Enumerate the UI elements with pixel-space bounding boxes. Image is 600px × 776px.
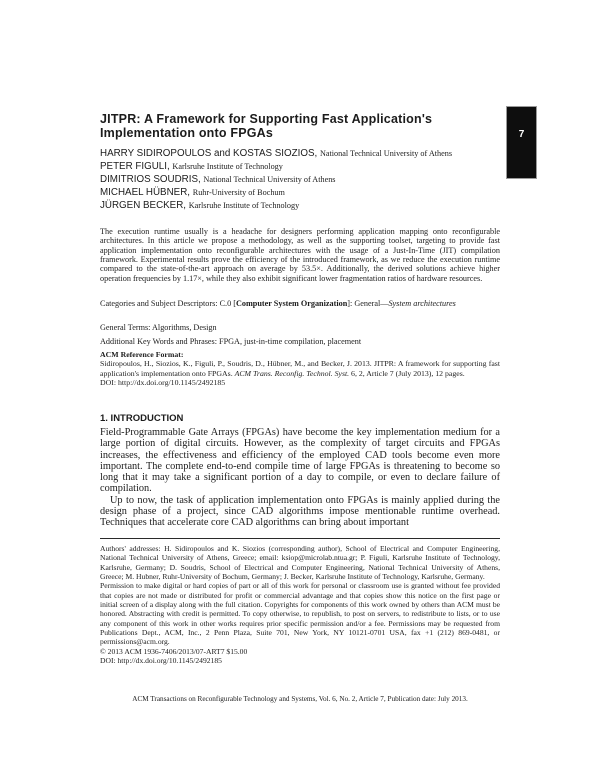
paper-title: JITPR: A Framework for Supporting Fast Application's Implementation onto FPGAs	[100, 112, 433, 141]
author-affiliation: Ruhr-University of Bochum	[192, 188, 285, 197]
acm-reference-after: 6, 2, Article 7 (July 2013), 12 pages.	[349, 368, 465, 378]
author-line	[100, 159, 500, 172]
article-number-tab	[506, 106, 537, 179]
page-footer: ACM Transactions on Reconfigurable Technology and Systems, Vol. 6, No. 2, Article 7, Publication date: July 2013.	[132, 695, 468, 703]
author-affiliation: National Technical University of Athens	[319, 149, 453, 158]
author-line	[100, 172, 500, 185]
categories-italic: System architectures	[388, 299, 456, 308]
acm-reference-journal: ACM Trans. Reconfig. Technol. Syst.	[234, 368, 350, 378]
footnote-copyright: © 2013 ACM 1936-7406/2013/07-ART7 $15.00	[100, 646, 248, 656]
author-name: MICHAEL HÜBNER,	[100, 187, 193, 198]
footnote-permission: Permission to make digital or hard copies of part or all of this work for personal or classroom use is granted without fee provided that copies are not made or distributed for profit or commercial advantage and that copies show this notice on the first page or initial screen of a display along with the full citation. Copyrights for components of this work owned by others than ACM must be honored. Abstracting with credit is permitted. To copy otherwise, to republish, to post on servers, to redistribute to lists, or to use any component of this work in other works requires prior specific permission and/or a fee. Permissions may be requested from Publications Dept., ACM, Inc., 2 Penn Plaza, Suite 701, New York, NY 10121-0701 USA, fax +1 (212) 869-0481, or permissions@acm.org.	[100, 581, 500, 647]
footnote-divider	[100, 538, 500, 539]
introduction-body	[100, 427, 500, 529]
footnote-block	[100, 544, 500, 665]
intro-paragraph-1: Field-Programmable Gate Arrays (FPGAs) have become the key implementation medium for a large portion of digital circuits. However, as the complexity of target circuits and FPGAs increases, the effectiveness and efficiency of the employed CAD tools become even more important. The complete end-to-end compile time of large FPGAs is threatening to become so long that it may take a significant portion of a day to compile, or even to declare failure of compilation.	[100, 427, 500, 495]
author-line	[100, 185, 500, 198]
author-affiliation: National Technical University of Athens	[203, 175, 336, 184]
author-affiliation: Karlsruhe Institute of Technology	[188, 201, 300, 210]
author-name: DIMITRIOS SOUDRIS,	[100, 174, 204, 185]
acm-reference-block	[100, 350, 500, 387]
section-heading-introduction: 1. INTRODUCTION	[100, 413, 184, 424]
categories-line	[100, 299, 500, 308]
footnote-doi: DOI: http://dx.doi.org/10.1145/2492185	[100, 656, 222, 666]
author-name: JÜRGEN BECKER,	[100, 200, 189, 211]
categories-prefix: Categories and Subject Descriptors: C.0 [	[100, 299, 236, 308]
acm-reference-doi: DOI: http://dx.doi.org/10.1145/2492185	[100, 378, 226, 388]
keywords-line: Additional Key Words and Phrases: FPGA, just-in-time compilation, placement	[100, 337, 362, 346]
general-terms-line: General Terms: Algorithms, Design	[100, 323, 217, 332]
author-block	[100, 146, 500, 211]
abstract-text: The execution runtime usually is a headache for designers performing application mapping onto reconfigurable architectures. In this article we propose a methodology, as well as the supporting toolset, targeting to provide fast application implementation onto reconfigurable architectures with the usage of a Just-In-Time (JIT) compilation framework. Experimental results prove the efficiency of the introduced framework, as we reduce the execution runtime compared to the state-of-the-art approach on average by 53.5×. Additionally, the derived solutions achieve higher operation frequencies by 1.17×, while they also exhibit significant lower fragmentation ratios of hardware resources.	[100, 227, 500, 283]
acm-reference-label: ACM Reference Format:	[100, 350, 184, 359]
acm-reference-before: Sidiropoulos, H., Siozios, K., Figuli, P., Soudris, D., Hübner, M., and Becker, J. 2013. JITPR: A framework for supporting fast application's implementation onto FPGAs.	[100, 359, 500, 378]
article-number: 7	[518, 129, 525, 140]
acm-reference-text	[100, 359, 500, 378]
author-affiliation: Karlsruhe Institute of Technology	[172, 162, 283, 171]
author-name: HARRY SIDIROPOULOS and KOSTAS SIOZIOS,	[100, 148, 320, 159]
categories-bold: Computer System Organization	[235, 299, 348, 308]
author-line	[100, 146, 500, 159]
footnote-addresses: Authors' addresses: H. Sidiropoulos and K. Siozios (corresponding author), School of Electrical and Computer Engineering, National Technical University of Athens, Greece; email: ksiop@microlab.ntua.gr; P. Figuli, Karlsruhe Institute of Technology, Karlsruhe, Germany; D. Soudris, School of Electrical and Computer Engineering, National Technical University of Athens, Greece; M. Hubner, Ruhr-University of Bochum, Germany; J. Becker, Karlsruhe Institute of Technology, Karlsruhe, Germany.	[100, 544, 500, 582]
categories-middle: ]: General—	[347, 299, 389, 308]
author-name: PETER FIGULI,	[100, 161, 173, 172]
intro-paragraph-2: Up to now, the task of application implementation onto FPGAs is mainly applied during the design phase of a project, since CAD algorithms impose mentionable runtime overhead. Techniques that accelerate core CAD algorithms can bring about important	[100, 494, 500, 529]
author-line	[100, 198, 500, 211]
